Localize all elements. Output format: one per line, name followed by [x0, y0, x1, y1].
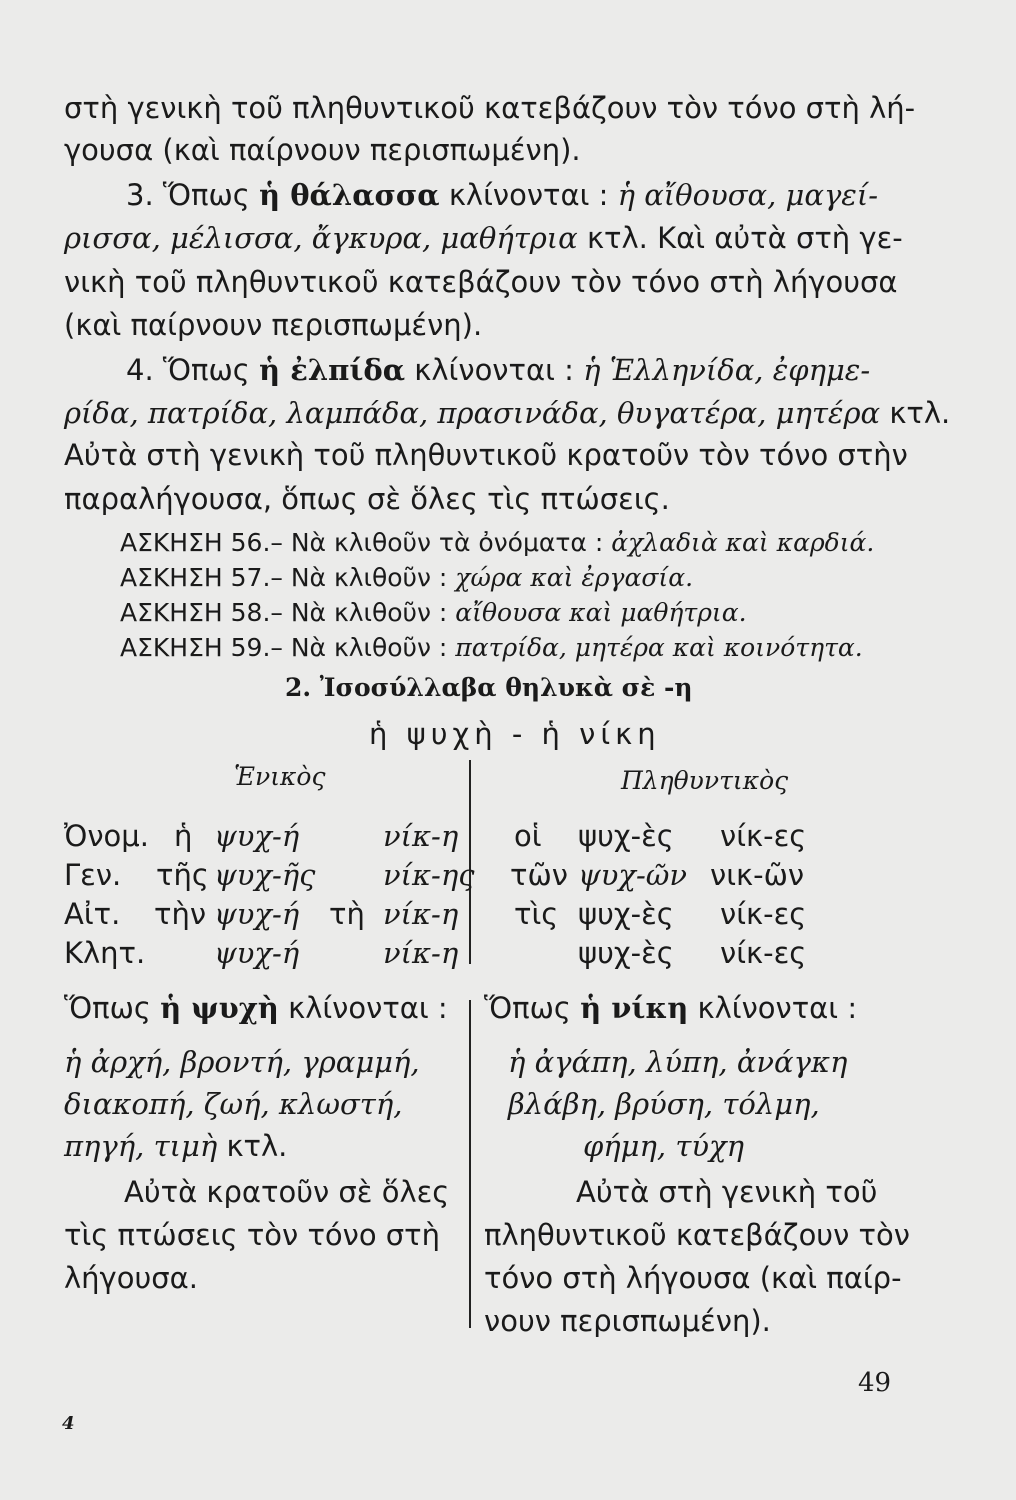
form: νίκ-η: [383, 819, 459, 853]
example-line: πηγή, τιμὴ κτλ.: [64, 1129, 288, 1163]
example-line: ἡ ἀγάπη, λύπη, ἀνάγκη: [508, 1045, 848, 1079]
signature-mark: 4: [62, 1413, 75, 1434]
note-line: Αὐτὰ στὴ γενικὴ τοῦ: [576, 1175, 878, 1209]
case-label: Ὀνομ.: [64, 819, 149, 853]
form: ψυχ-ῶν: [578, 858, 688, 892]
rule-3-line1: [126, 178, 879, 212]
note-line: τόνο στὴ λήγουσα (καὶ παίρ-: [484, 1261, 902, 1295]
column-divider: [469, 1000, 471, 1328]
article: τὴν: [154, 897, 207, 931]
note-line: πληθυντικοῦ κατεβάζουν τὸν: [484, 1218, 910, 1252]
text-line: Αὐτὰ στὴ γενικὴ τοῦ πληθυντικοῦ κρατοῦν τὸν τόνο στὴν: [64, 438, 908, 472]
rule-verb: κλίνονται :: [414, 353, 574, 387]
article: τὶς: [514, 897, 559, 931]
form: νίκ-ες: [720, 819, 807, 853]
rule-number: 3. Ὅπως: [126, 178, 250, 212]
rule-examples: ἡ Ἑλληνίδα, ἐφημε-: [583, 353, 871, 387]
right-column-heading: Ὅπως ἡ νίκη κλίνονται :: [484, 991, 858, 1025]
form: ψυχ-ῆς: [214, 858, 316, 892]
rule-examples: ἡ αἴθουσα, μαγεί-: [617, 178, 879, 212]
rule-verb: κλίνονται :: [448, 178, 609, 212]
note-line: τὶς πτώσεις τὸν τόνο στὴ: [64, 1218, 441, 1252]
rule-headword: ἡ θάλασσα: [259, 178, 440, 212]
form: ψυχ-ή: [214, 897, 300, 931]
rule-headword: ἡ ἐλπίδα: [259, 353, 406, 387]
example-line: διακοπή, ζωή, κλωστή,: [64, 1087, 403, 1121]
section-title: 2. Ἰσοσύλλαβα θηλυκὰ σὲ -η: [285, 673, 693, 702]
form: ψυχ-ὲς: [578, 819, 674, 853]
exercise-56: ΑΣΚΗΣΗ 56.– Νὰ κλιθοῦν τὰ ὀνόματα : ἀχλαδιὰ καὶ καρδιά.: [120, 528, 875, 557]
form: νίκ-ες: [720, 936, 807, 970]
text-line: (καὶ παίρνουν περισπωμένη).: [64, 308, 483, 342]
exercise-58: ΑΣΚΗΣΗ 58.– Νὰ κλιθοῦν : αἴθουσα καὶ μαθήτρια.: [120, 598, 747, 627]
plural-heading: Πληθυντικὸς: [621, 766, 789, 795]
form: νίκ-η: [383, 936, 459, 970]
rule-3-line2: ρισσα, μέλισσα, ἄγκυρα, μαθήτρια κτλ. Καὶ αὐτὰ στὴ γε-: [64, 221, 903, 255]
note-line: νουν περισπωμένη).: [484, 1304, 771, 1338]
form: ψυχ-ή: [214, 819, 300, 853]
singular-heading: Ἑνικὸς: [234, 762, 326, 791]
exercise-59: ΑΣΚΗΣΗ 59.– Νὰ κλιθοῦν : πατρίδα, μητέρα καὶ κοινότητα.: [120, 633, 863, 662]
case-label: Κλητ.: [64, 936, 146, 970]
article: τὴ: [329, 897, 365, 931]
article: τῶν: [510, 858, 568, 892]
text-line: γουσα (καὶ παίρνουν περισπωμένη).: [64, 133, 581, 167]
note-line: Αὐτὰ κρατοῦν σὲ ὅλες: [124, 1175, 450, 1209]
left-column-heading: Ὅπως ἡ ψυχὴ κλίνονται :: [64, 991, 448, 1025]
page-number: 49: [858, 1368, 892, 1398]
example-line: ἡ ἀρχή, βροντή, γραμμή,: [64, 1045, 420, 1079]
text-line: νικὴ τοῦ πληθυντικοῦ κατεβάζουν τὸν τόνο στὴ λήγουσα: [64, 265, 898, 299]
form: νικ-ῶν: [710, 858, 805, 892]
example-line: φήμη, τύχη: [583, 1129, 744, 1163]
form: ψυχ-ὲς: [578, 897, 674, 931]
note-line: λήγουσα.: [64, 1261, 198, 1295]
rule-number: 4. Ὅπως: [126, 353, 250, 387]
article: τῆς: [156, 858, 209, 892]
article: οἱ: [514, 819, 542, 853]
text-line: στὴ γενικὴ τοῦ πληθυντικοῦ κατεβάζουν τὸν τόνο στὴ λή-: [64, 91, 916, 125]
case-label: Γεν.: [64, 858, 122, 892]
form: νίκ-η: [383, 897, 459, 931]
case-label: Αἰτ.: [64, 897, 121, 931]
text-line: παραλήγουσα, ὅπως σὲ ὅλες τὶς πτώσεις.: [64, 482, 670, 516]
article: ἡ: [174, 819, 193, 853]
form: ψυχ-ὲς: [578, 936, 674, 970]
exercise-57: ΑΣΚΗΣΗ 57.– Νὰ κλιθοῦν : χώρα καὶ ἐργασία.: [120, 563, 694, 592]
paradigm-title: ἡ ψυχὴ - ἡ νίκη: [369, 717, 661, 751]
example-line: βλάβη, βρύση, τόλμη,: [508, 1087, 820, 1121]
rule-4-line1: [126, 353, 871, 387]
form: ψυχ-ή: [214, 936, 300, 970]
form: νίκ-ες: [720, 897, 807, 931]
form: νίκ-ης: [383, 858, 475, 892]
rule-4-line2: ρίδα, πατρίδα, λαμπάδα, πρασινάδα, θυγατέρα, μητέρα κτλ.: [64, 396, 951, 430]
